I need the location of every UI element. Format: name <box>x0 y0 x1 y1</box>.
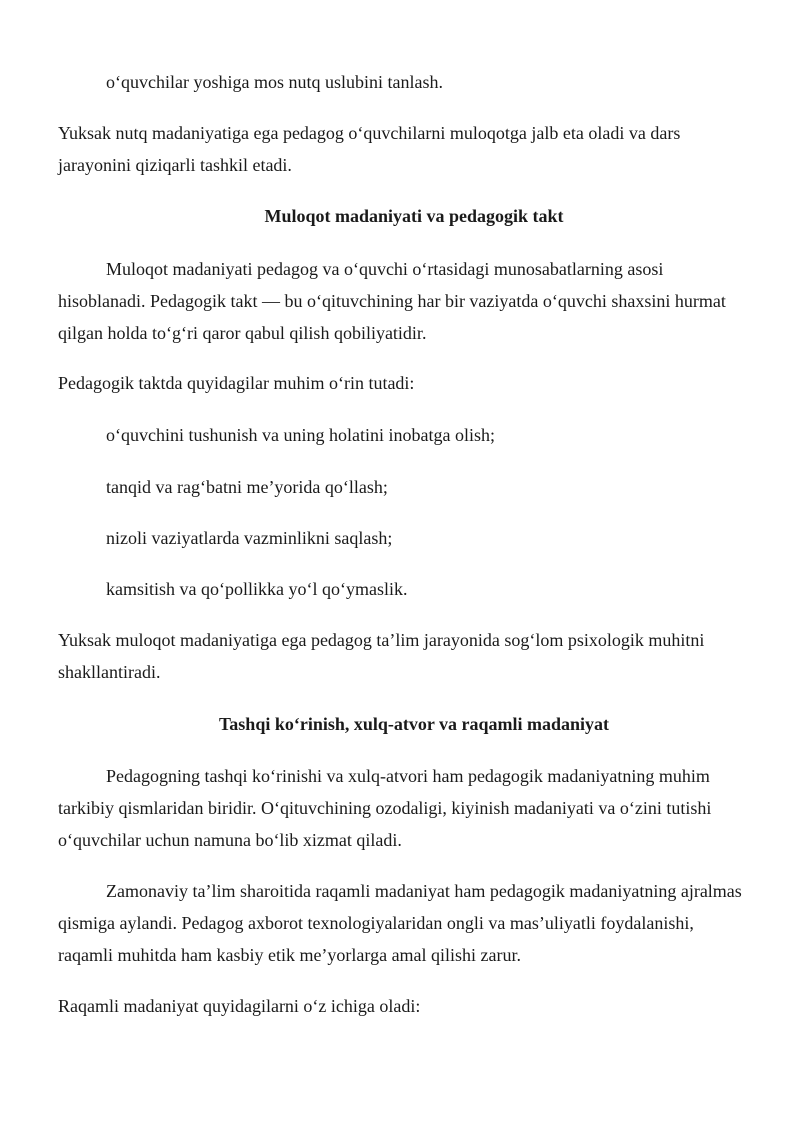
paragraph <box>58 760 770 856</box>
list-item <box>58 522 800 554</box>
paragraph <box>58 253 770 349</box>
paragraph <box>58 624 770 688</box>
text-line: Yuksak muloqot madaniyatiga ega pedagog taʼlim jarayonida sogʻlom psixologik muhitni <box>58 630 705 650</box>
text-line: Pedagogik taktda quyidagilar muhim oʻrin tutadi: <box>58 373 415 393</box>
text-line: nizoli vaziyatlarda vazminlikni saqlash; <box>106 528 393 548</box>
text-line: oʻquvchilar uchun namuna boʻlib xizmat qiladi. <box>58 830 402 850</box>
text-line: qismiga aylandi. Pedagog axborot texnologiyalaridan ongli va masʼuliyatli foydalanishi, <box>58 913 694 933</box>
text-line: Zamonaviy taʼlim sharoitida raqamli madaniyat ham pedagogik madaniyatning ajralmas <box>106 881 742 901</box>
text-line: tanqid va ragʻbatni meʼyorida qoʻllash; <box>106 477 388 497</box>
text-line: shakllantiradi. <box>58 662 161 682</box>
text-line: jarayonini qiziqarli tashkil etadi. <box>58 155 292 175</box>
section-heading <box>58 708 770 740</box>
text-line: Raqamli madaniyat quyidagilarni oʻz ichiga oladi: <box>58 996 421 1016</box>
heading-text: Tashqi koʻrinish, xulq-atvor va raqamli madaniyat <box>218 714 610 734</box>
paragraph <box>58 367 770 399</box>
paragraph <box>58 117 770 181</box>
paragraph <box>58 990 770 1022</box>
list-item <box>58 471 800 503</box>
text-line: raqamli muhitda ham kasbiy etik meʼyorlarga amal qilishi zarur. <box>58 945 522 965</box>
text-line: Yuksak nutq madaniyatiga ega pedagog oʻquvchilarni muloqotga jalb eta oladi va dars <box>58 123 681 143</box>
text-line: kamsitish va qoʻpollikka yoʻl qoʻymaslik. <box>106 579 408 599</box>
text-line: oʻquvchilar yoshiga mos nutq uslubini tanlash. <box>106 72 443 92</box>
paragraph <box>58 875 770 971</box>
list-item <box>58 573 800 605</box>
list-item <box>58 419 800 451</box>
list-item <box>58 66 800 98</box>
text-line: hisoblanadi. Pedagogik takt — bu oʻqituvchining har bir vaziyatda oʻquvchi shaxsini hurmat <box>58 291 726 311</box>
text-line: oʻquvchini tushunish va uning holatini inobatga olish; <box>106 425 495 445</box>
text-line: Muloqot madaniyati pedagog va oʻquvchi oʻrtasidagi munosabatlarning asosi <box>106 259 664 279</box>
heading-text: Muloqot madaniyati va pedagogik takt <box>264 206 564 226</box>
section-heading <box>58 200 770 232</box>
text-line: tarkibiy qismlaridan biridir. Oʻqituvchining ozodaligi, kiyinish madaniyati va oʻzini tutishi <box>58 798 712 818</box>
text-line: qilgan holda toʻgʻri qaror qabul qilish qobiliyatidir. <box>58 323 427 343</box>
text-line: Pedagogning tashqi koʻrinishi va xulq-atvori ham pedagogik madaniyatning muhim <box>106 766 710 786</box>
